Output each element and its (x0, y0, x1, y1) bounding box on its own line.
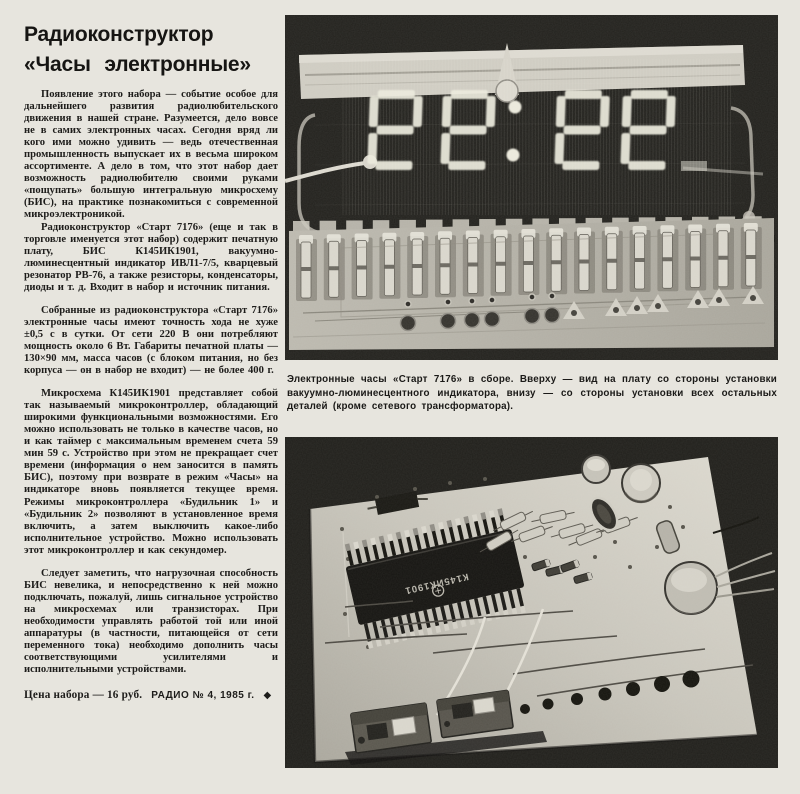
footer-line (24, 689, 278, 701)
photo-caption: Электронные часы «Старт 7176» в сборе. Вверху — вид на плату со стороны установки вакуумно-люминесцентного индикатора, внизу — со стороны установки всех остальных деталей (кроме сетевого трансформатора). (287, 374, 777, 413)
kit-price: Цена набора — 16 руб. (24, 689, 143, 702)
end-of-article-mark: ◆ (263, 690, 272, 702)
paragraph-intro: Появление этого набора — событие особое для дальнейшего развития радиолюбительского движения в нашей стране. Разумеется, дело вовсе не в самих электронных часах. Сегодня вряд ли кого ими можно удивить — ведь отечественная промышленность выпускает их в весьма широком ассортименте. А дело в том, что этот набор дает возможность радиолюбителю своими руками «пощупать» большую интегральную микросхему (БИС), на практике познакомиться с современной микроэлектроникой. (24, 89, 278, 221)
paragraph-kit-contents: Радиоконструктор «Старт 7176» (еще и так в торговле именуется этот набор) содержит печатную плату, БИС К145ИК1901, вакуумно-люминесцентный индикатор ИВЛ1-7/5, кварцевый резонатор РВ-76, а также резисторы, конденсаторы, диоды и т. д. Входит в набор и источник питания. (24, 221, 278, 293)
film-grain (285, 15, 778, 360)
title-line-2: «Часы электронные» (24, 53, 251, 76)
film-grain (285, 437, 778, 768)
photo-display-side-image (285, 15, 778, 360)
paragraph-specs: Собранные из радиоконструктора «Старт 7176» электронные часы имеют точность хода не хуже ±0,5 с в сутки. От сети 220 В они потребляют мощность около 6 Вт. Габариты печатной платы — 130×90 мм, масса часов (с блоком питания, но без корпуса — он в набор не входит) — не более 400 г. (24, 304, 278, 377)
photo-component-side-image (285, 437, 778, 768)
paragraph-load-capacity: Следует заметить, что нагрузочная способность БИС невелика, и непосредственно к ней можно подключать, пожалуй, лишь сигнальное устройство на микросхемах или транзисторах. При необходимости управлять работой той или иной аппаратуры (в частности, питающейся от сети переменного тока) необходимо дополнить часы соответствующими усилителями и исполнительными устройствами. (24, 567, 278, 676)
article-title (24, 20, 278, 80)
magazine-issue: РАДИО № 4, 1985 г. (151, 690, 255, 702)
photo-display-side (285, 15, 778, 360)
title-line-1: Радиоконструктор (24, 23, 214, 46)
article-column (24, 20, 278, 701)
paragraph-microcontroller: Микросхема К145ИК1901 представляет собой так называемый микроконтроллер, обладающий широкими функциональными возможностями. Его можно использовать не только в качестве часов, но и как таймер с максимальным временем счета 59 мин 59 с. Устройство при этом не прекращает счет времени (информация о нем заносится в память БИС), поэтому при возврате в режим «Часы» на индикаторе вновь появляется текущее время. Режимы микроконтроллера «Будильник 1» и «Будильник 2» позволяют в установленное время включить, а затем выключить какое-либо исполнительное устройство. Можно использовать этот микроконтроллер и как секундомер. (24, 388, 278, 556)
photo-component-side (285, 437, 778, 768)
photo-column (285, 0, 778, 794)
